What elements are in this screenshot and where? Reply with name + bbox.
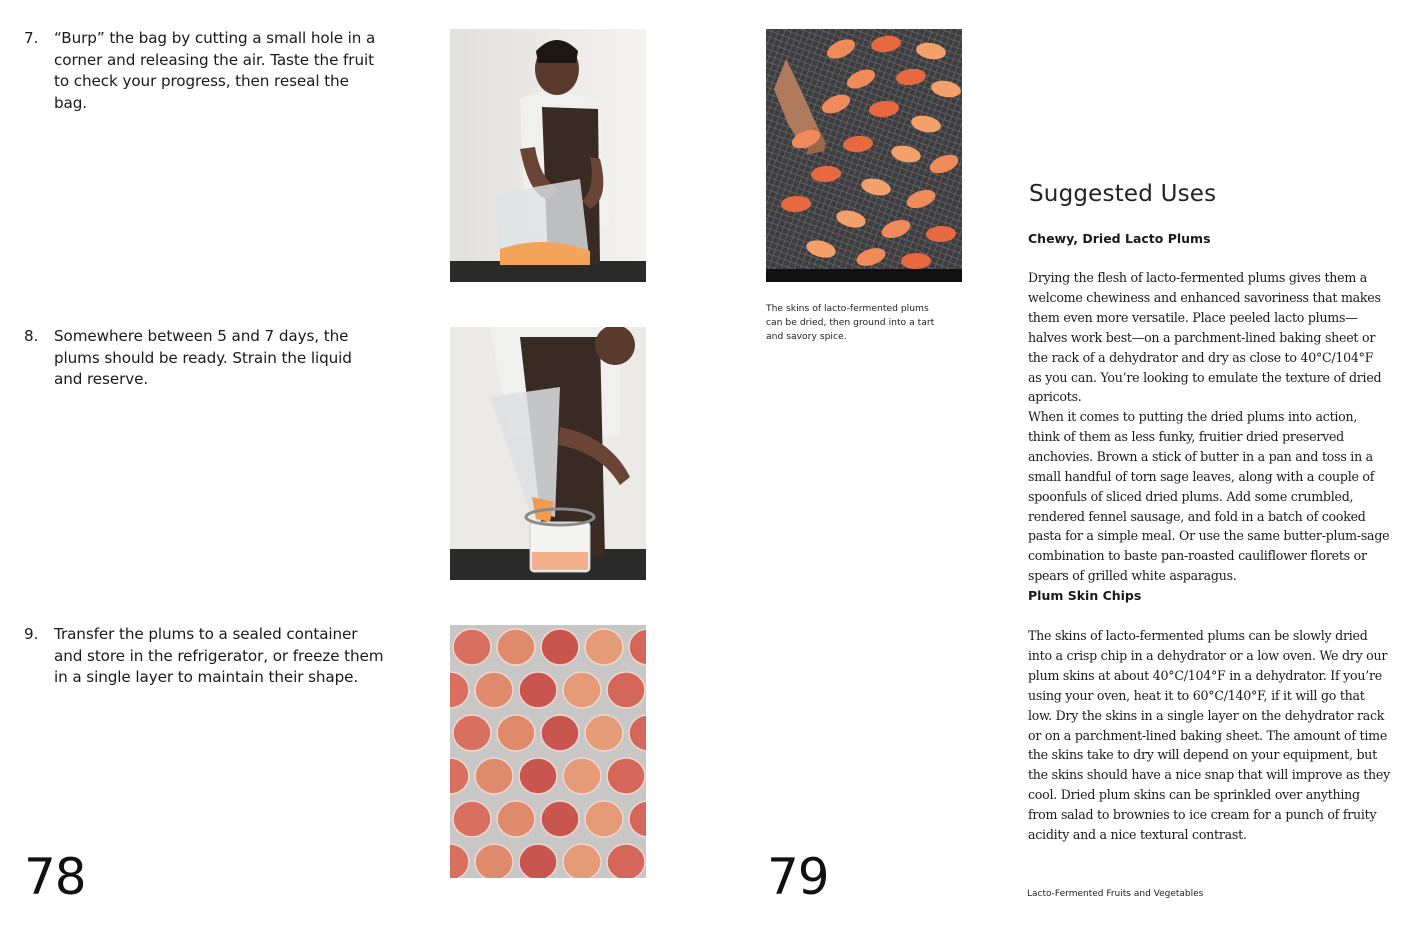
step-text: Somewhere between 5 and 7 days, the plums should be ready. Strain the liquid and reserve. <box>54 327 352 389</box>
section-title: Suggested Uses <box>1029 181 1217 207</box>
paragraph: The skins of lacto-fermented plums can be slowly dried into a crisp chip in a dehydrator or a low oven. We dry our plum skins at about 40°C/104°F in a dehydrator. If you’re using your oven, heat it to 60°C/140°F, if it will go that low. Dry the skins in a single layer on the dehydrator rack or on a parchment-lined baking sheet. The amount of time the skins take to dry will depend on your equipment, but the skins should have a nice snap that will improve as they cool. Dried plum skins can be sprinkled over anything from salad to brownies to ice cream for a punch of fruity acidity and a nice textural contrast. <box>1028 628 1390 843</box>
subsection-heading-skin-chips: Plum Skin Chips <box>1028 588 1142 603</box>
photo-frozen-plums <box>450 625 646 878</box>
page-number-right: 79 <box>767 848 829 906</box>
step-number: 7. <box>24 29 39 47</box>
step-number: 9. <box>24 625 39 643</box>
paragraph: When it comes to putting the dried plums into action, think of them as less funky, fruitier dried preserved anchovies. Brown a stick of butter in a pan and toss in a small handful of torn sage leaves, along with a couple of spoonfuls of sliced dried plums. Add some crumbled, rendered fennel sausage, and fold in a batch of cooked pasta for a simple meal. Or use the same butter-plum-sage combination to baste pan-roasted cauliflower florets or spears of grilled white asparagus. <box>1028 409 1390 584</box>
running-footer: Lacto-Fermented Fruits and Vegetables <box>1027 889 1204 899</box>
step-number: 8. <box>24 327 39 345</box>
photo-plum-skins-rack <box>766 29 962 282</box>
page-number-left: 78 <box>24 848 86 906</box>
step-text: “Burp” the bag by cutting a small hole in a corner and releasing the air. Taste the fruit to check your progress, then reseal the bag. <box>54 29 376 112</box>
paragraph: Drying the flesh of lacto-fermented plums gives them a welcome chewiness and enhanced savoriness that makes them even more versatile. Place peeled lacto plums—halves work best—on a parchment-lined baking sheet or the rack of a dehydrator and dry as close to 40°C/104°F as you can. You’re looking to emulate the texture of dried apricots. <box>1028 270 1382 405</box>
photo-caption: The skins of lacto-fermented plums can be dried, then ground into a tart and savory spice. <box>766 303 935 342</box>
subsection-heading-dried-plums: Chewy, Dried Lacto Plums <box>1028 231 1211 246</box>
photo-chef-burping-bag <box>450 29 646 282</box>
photo-chef-straining <box>450 327 646 580</box>
step-text: Transfer the plums to a sealed container and store in the refrigerator, or freeze them in a single layer to maintain their shape. <box>54 625 384 687</box>
